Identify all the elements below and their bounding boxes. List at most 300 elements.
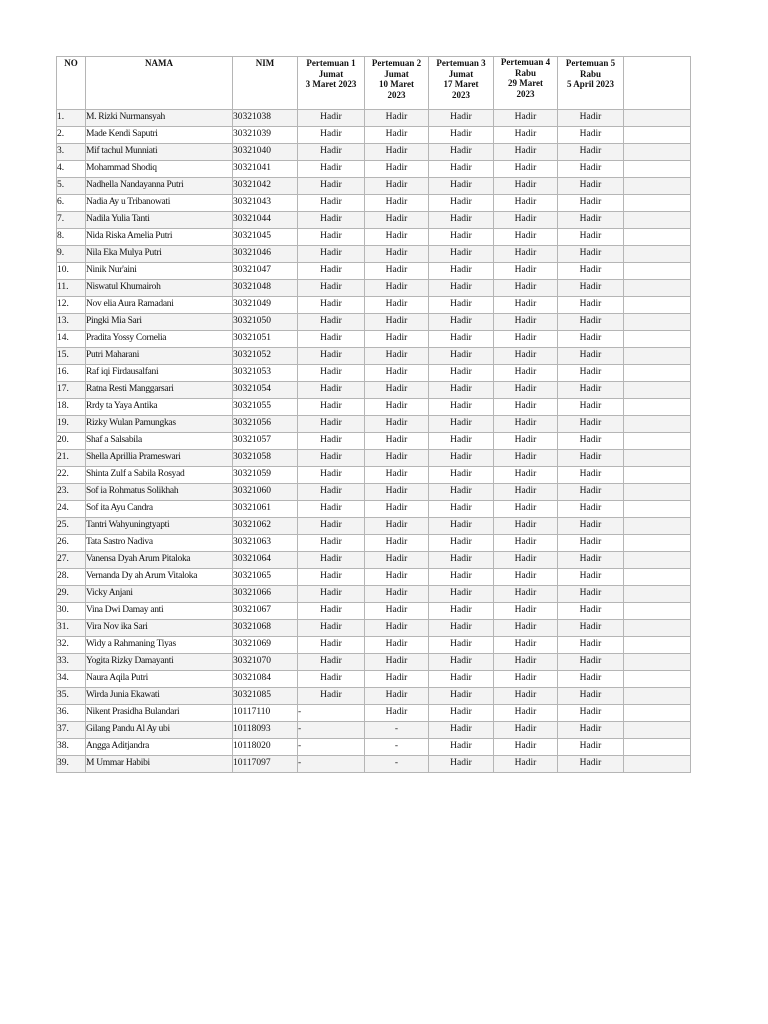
row-number: 24. [57, 501, 86, 518]
student-name: Mif tachul Munniati [86, 144, 233, 161]
attendance-meeting-2: Hadir [365, 603, 429, 620]
attendance-meeting-1: Hadir [298, 467, 365, 484]
table-row [57, 416, 691, 433]
row-number: 38. [57, 739, 86, 756]
table-row [57, 297, 691, 314]
empty-cell [624, 671, 691, 688]
attendance-meeting-1: Hadir [298, 331, 365, 348]
attendance-meeting-3: Hadir [429, 314, 494, 331]
table-row [57, 399, 691, 416]
attendance-meeting-2: Hadir [365, 161, 429, 178]
row-number: 3. [57, 144, 86, 161]
student-nim: 30321048 [233, 280, 298, 297]
table-row [57, 246, 691, 263]
table-row [57, 518, 691, 535]
empty-cell [624, 756, 691, 773]
empty-cell [624, 467, 691, 484]
attendance-meeting-2: Hadir [365, 399, 429, 416]
header-row [57, 57, 691, 110]
student-nim: 30321066 [233, 586, 298, 603]
attendance-meeting-2: Hadir [365, 416, 429, 433]
attendance-meeting-3: Hadir [429, 756, 494, 773]
attendance-meeting-5: Hadir [558, 450, 624, 467]
table-row [57, 110, 691, 127]
header-nama: NAMA [86, 57, 233, 110]
row-number: 18. [57, 399, 86, 416]
attendance-meeting-5: Hadir [558, 518, 624, 535]
attendance-meeting-4: Hadir [494, 348, 558, 365]
student-name: Vina Dwi Damay anti [86, 603, 233, 620]
attendance-meeting-3: Hadir [429, 212, 494, 229]
attendance-meeting-4: Hadir [494, 569, 558, 586]
attendance-meeting-3: Hadir [429, 705, 494, 722]
student-nim: 30321085 [233, 688, 298, 705]
attendance-meeting-3: Hadir [429, 399, 494, 416]
attendance-meeting-3: Hadir [429, 535, 494, 552]
row-number: 37. [57, 722, 86, 739]
attendance-meeting-3: Hadir [429, 263, 494, 280]
attendance-meeting-5: Hadir [558, 212, 624, 229]
row-number: 15. [57, 348, 86, 365]
student-nim: 10117097 [233, 756, 298, 773]
empty-cell [624, 501, 691, 518]
attendance-meeting-3: Hadir [429, 518, 494, 535]
attendance-meeting-2: Hadir [365, 297, 429, 314]
attendance-meeting-2: Hadir [365, 433, 429, 450]
student-nim: 30321040 [233, 144, 298, 161]
row-number: 26. [57, 535, 86, 552]
attendance-meeting-1: Hadir [298, 144, 365, 161]
empty-cell [624, 110, 691, 127]
row-number: 33. [57, 654, 86, 671]
attendance-meeting-2: Hadir [365, 467, 429, 484]
row-number: 36. [57, 705, 86, 722]
attendance-meeting-2: Hadir [365, 365, 429, 382]
attendance-meeting-4: Hadir [494, 280, 558, 297]
attendance-meeting-2: Hadir [365, 246, 429, 263]
attendance-meeting-4: Hadir [494, 195, 558, 212]
student-nim: 30321047 [233, 263, 298, 280]
student-name: Niswatul Khumairoh [86, 280, 233, 297]
empty-cell [624, 484, 691, 501]
attendance-meeting-1: Hadir [298, 637, 365, 654]
header-nim: NIM [233, 57, 298, 110]
attendance-meeting-1: Hadir [298, 348, 365, 365]
table-row [57, 756, 691, 773]
attendance-meeting-3: Hadir [429, 365, 494, 382]
attendance-meeting-5: Hadir [558, 620, 624, 637]
attendance-meeting-5: Hadir [558, 297, 624, 314]
table-row [57, 569, 691, 586]
student-name: Pradita Yossy Cornelia [86, 331, 233, 348]
empty-cell [624, 178, 691, 195]
attendance-meeting-1: Hadir [298, 450, 365, 467]
attendance-meeting-4: Hadir [494, 518, 558, 535]
empty-cell [624, 654, 691, 671]
student-nim: 30321067 [233, 603, 298, 620]
student-name: Nadila Yulia Tanti [86, 212, 233, 229]
attendance-meeting-1: Hadir [298, 569, 365, 586]
empty-cell [624, 518, 691, 535]
empty-cell [624, 195, 691, 212]
empty-cell [624, 229, 691, 246]
table-row [57, 212, 691, 229]
attendance-meeting-2: Hadir [365, 586, 429, 603]
table-row [57, 450, 691, 467]
table-row [57, 348, 691, 365]
attendance-meeting-5: Hadir [558, 246, 624, 263]
row-number: 17. [57, 382, 86, 399]
student-nim: 10118093 [233, 722, 298, 739]
table-row [57, 637, 691, 654]
attendance-meeting-4: Hadir [494, 382, 558, 399]
attendance-meeting-2: Hadir [365, 569, 429, 586]
attendance-meeting-1: Hadir [298, 110, 365, 127]
empty-cell [624, 569, 691, 586]
row-number: 25. [57, 518, 86, 535]
attendance-meeting-4: Hadir [494, 127, 558, 144]
attendance-meeting-2: Hadir [365, 671, 429, 688]
attendance-meeting-4: Hadir [494, 212, 558, 229]
attendance-meeting-3: Hadir [429, 246, 494, 263]
student-name: Vicky Anjani [86, 586, 233, 603]
attendance-meeting-1: Hadir [298, 280, 365, 297]
attendance-meeting-4: Hadir [494, 110, 558, 127]
attendance-meeting-1: Hadir [298, 195, 365, 212]
table-row [57, 161, 691, 178]
attendance-meeting-1: Hadir [298, 399, 365, 416]
table-row [57, 620, 691, 637]
student-nim: 10118020 [233, 739, 298, 756]
student-name: Putri Maharani [86, 348, 233, 365]
row-number: 32. [57, 637, 86, 654]
empty-cell [624, 297, 691, 314]
attendance-meeting-5: Hadir [558, 110, 624, 127]
row-number: 6. [57, 195, 86, 212]
attendance-meeting-5: Hadir [558, 127, 624, 144]
empty-cell [624, 552, 691, 569]
attendance-meeting-5: Hadir [558, 467, 624, 484]
attendance-meeting-2: Hadir [365, 535, 429, 552]
student-nim: 30321069 [233, 637, 298, 654]
empty-cell [624, 280, 691, 297]
attendance-meeting-1: - [298, 739, 365, 756]
row-number: 22. [57, 467, 86, 484]
row-number: 21. [57, 450, 86, 467]
student-nim: 30321039 [233, 127, 298, 144]
attendance-meeting-3: Hadir [429, 348, 494, 365]
attendance-meeting-4: Hadir [494, 501, 558, 518]
attendance-meeting-5: Hadir [558, 501, 624, 518]
attendance-meeting-4: Hadir [494, 484, 558, 501]
student-nim: 30321084 [233, 671, 298, 688]
empty-cell [624, 739, 691, 756]
empty-cell [624, 620, 691, 637]
student-nim: 30321068 [233, 620, 298, 637]
student-nim: 30321042 [233, 178, 298, 195]
attendance-meeting-5: Hadir [558, 348, 624, 365]
header-meeting-5: Pertemuan 5 Rabu 5 April 2023 [558, 57, 624, 110]
attendance-meeting-4: Hadir [494, 297, 558, 314]
row-number: 11. [57, 280, 86, 297]
attendance-meeting-1: Hadir [298, 365, 365, 382]
empty-cell [624, 450, 691, 467]
empty-cell [624, 705, 691, 722]
attendance-meeting-4: Hadir [494, 637, 558, 654]
attendance-meeting-4: Hadir [494, 178, 558, 195]
empty-cell [624, 433, 691, 450]
student-name: M. Rizki Nurmansyah [86, 110, 233, 127]
attendance-meeting-3: Hadir [429, 161, 494, 178]
student-name: Wirda Junia Ekawati [86, 688, 233, 705]
attendance-meeting-1: Hadir [298, 671, 365, 688]
student-name: Rrdy ta Yaya Antika [86, 399, 233, 416]
table-row [57, 586, 691, 603]
row-number: 16. [57, 365, 86, 382]
empty-cell [624, 331, 691, 348]
attendance-meeting-3: Hadir [429, 739, 494, 756]
attendance-meeting-1: Hadir [298, 229, 365, 246]
row-number: 19. [57, 416, 86, 433]
attendance-meeting-1: Hadir [298, 620, 365, 637]
student-nim: 30321046 [233, 246, 298, 263]
table-row [57, 552, 691, 569]
table-row [57, 263, 691, 280]
student-nim: 30321060 [233, 484, 298, 501]
table-body [57, 110, 691, 773]
table-row [57, 688, 691, 705]
attendance-meeting-1: Hadir [298, 416, 365, 433]
row-number: 20. [57, 433, 86, 450]
student-nim: 30321049 [233, 297, 298, 314]
table-row [57, 178, 691, 195]
attendance-meeting-3: Hadir [429, 467, 494, 484]
table-row [57, 603, 691, 620]
student-nim: 30321041 [233, 161, 298, 178]
attendance-meeting-5: Hadir [558, 280, 624, 297]
empty-cell [624, 722, 691, 739]
student-name: Rizky Wulan Pamungkas [86, 416, 233, 433]
attendance-meeting-2: Hadir [365, 178, 429, 195]
row-number: 28. [57, 569, 86, 586]
attendance-meeting-4: Hadir [494, 229, 558, 246]
attendance-meeting-5: Hadir [558, 314, 624, 331]
attendance-meeting-4: Hadir [494, 739, 558, 756]
attendance-meeting-3: Hadir [429, 722, 494, 739]
attendance-meeting-3: Hadir [429, 195, 494, 212]
student-nim: 30321038 [233, 110, 298, 127]
attendance-meeting-4: Hadir [494, 161, 558, 178]
attendance-meeting-1: Hadir [298, 178, 365, 195]
student-nim: 30321053 [233, 365, 298, 382]
table-row [57, 671, 691, 688]
student-name: Naura Aqila Putri [86, 671, 233, 688]
attendance-meeting-2: Hadir [365, 484, 429, 501]
empty-cell [624, 688, 691, 705]
attendance-meeting-4: Hadir [494, 246, 558, 263]
attendance-meeting-3: Hadir [429, 127, 494, 144]
attendance-meeting-2: Hadir [365, 348, 429, 365]
attendance-meeting-3: Hadir [429, 688, 494, 705]
attendance-meeting-2: Hadir [365, 110, 429, 127]
attendance-meeting-1: Hadir [298, 654, 365, 671]
table-row [57, 314, 691, 331]
attendance-meeting-5: Hadir [558, 671, 624, 688]
header-meeting-4: Pertemuan 4 Rabu 29 Maret 2023 [494, 57, 558, 110]
attendance-meeting-1: Hadir [298, 552, 365, 569]
attendance-meeting-2: Hadir [365, 314, 429, 331]
attendance-meeting-1: - [298, 705, 365, 722]
row-number: 14. [57, 331, 86, 348]
attendance-meeting-3: Hadir [429, 229, 494, 246]
student-name: Vanensa Dyah Arum Pitaloka [86, 552, 233, 569]
row-number: 12. [57, 297, 86, 314]
empty-cell [624, 382, 691, 399]
student-name: Nida Riska Amelia Putri [86, 229, 233, 246]
attendance-meeting-4: Hadir [494, 144, 558, 161]
row-number: 35. [57, 688, 86, 705]
attendance-meeting-4: Hadir [494, 399, 558, 416]
attendance-meeting-1: Hadir [298, 535, 365, 552]
student-name: Raf iqi Firdausalfani [86, 365, 233, 382]
empty-cell [624, 603, 691, 620]
row-number: 10. [57, 263, 86, 280]
header-meeting-3: Pertemuan 3 Jumat 17 Maret 2023 [429, 57, 494, 110]
attendance-meeting-2: Hadir [365, 280, 429, 297]
attendance-meeting-2: Hadir [365, 263, 429, 280]
attendance-meeting-5: Hadir [558, 161, 624, 178]
attendance-meeting-5: Hadir [558, 399, 624, 416]
attendance-meeting-5: Hadir [558, 637, 624, 654]
student-name: Yogita Rizky Damayanti [86, 654, 233, 671]
attendance-meeting-3: Hadir [429, 484, 494, 501]
attendance-meeting-1: Hadir [298, 688, 365, 705]
header-meeting-2: Pertemuan 2 Jumat 10 Maret 2023 [365, 57, 429, 110]
attendance-meeting-2: Hadir [365, 501, 429, 518]
attendance-meeting-3: Hadir [429, 603, 494, 620]
attendance-meeting-1: Hadir [298, 501, 365, 518]
student-nim: 30321057 [233, 433, 298, 450]
attendance-meeting-3: Hadir [429, 501, 494, 518]
attendance-meeting-1: - [298, 756, 365, 773]
attendance-meeting-1: Hadir [298, 603, 365, 620]
attendance-meeting-3: Hadir [429, 620, 494, 637]
student-name: Shella Aprillia Prameswari [86, 450, 233, 467]
table-row [57, 229, 691, 246]
table-row [57, 195, 691, 212]
student-name: Nila Eka Mulya Putri [86, 246, 233, 263]
table-row [57, 365, 691, 382]
student-nim: 30321054 [233, 382, 298, 399]
attendance-meeting-4: Hadir [494, 314, 558, 331]
attendance-meeting-2: Hadir [365, 212, 429, 229]
attendance-meeting-1: Hadir [298, 297, 365, 314]
attendance-meeting-4: Hadir [494, 654, 558, 671]
student-nim: 30321045 [233, 229, 298, 246]
empty-cell [624, 637, 691, 654]
attendance-meeting-5: Hadir [558, 178, 624, 195]
attendance-meeting-3: Hadir [429, 280, 494, 297]
student-name: Shaf a Salsabila [86, 433, 233, 450]
table-row [57, 280, 691, 297]
attendance-table [56, 56, 691, 773]
attendance-meeting-1: Hadir [298, 484, 365, 501]
attendance-meeting-5: Hadir [558, 739, 624, 756]
attendance-meeting-4: Hadir [494, 433, 558, 450]
header-no: NO [57, 57, 86, 110]
attendance-meeting-2: Hadir [365, 331, 429, 348]
row-number: 9. [57, 246, 86, 263]
attendance-meeting-2: Hadir [365, 382, 429, 399]
attendance-meeting-1: Hadir [298, 246, 365, 263]
empty-cell [624, 212, 691, 229]
student-name: Widy a Rahmaning Tiyas [86, 637, 233, 654]
attendance-meeting-4: Hadir [494, 467, 558, 484]
attendance-meeting-4: Hadir [494, 603, 558, 620]
table-row [57, 467, 691, 484]
attendance-meeting-2: Hadir [365, 688, 429, 705]
table-row [57, 331, 691, 348]
attendance-meeting-3: Hadir [429, 450, 494, 467]
student-nim: 30321064 [233, 552, 298, 569]
attendance-meeting-5: Hadir [558, 416, 624, 433]
student-name: Made Kendi Saputri [86, 127, 233, 144]
empty-cell [624, 161, 691, 178]
attendance-meeting-2: Hadir [365, 195, 429, 212]
row-number: 31. [57, 620, 86, 637]
attendance-meeting-4: Hadir [494, 331, 558, 348]
table-row [57, 382, 691, 399]
student-nim: 30321059 [233, 467, 298, 484]
attendance-meeting-4: Hadir [494, 552, 558, 569]
attendance-meeting-4: Hadir [494, 688, 558, 705]
attendance-meeting-3: Hadir [429, 569, 494, 586]
attendance-meeting-3: Hadir [429, 433, 494, 450]
row-number: 4. [57, 161, 86, 178]
row-number: 5. [57, 178, 86, 195]
row-number: 8. [57, 229, 86, 246]
attendance-meeting-3: Hadir [429, 671, 494, 688]
attendance-meeting-1: Hadir [298, 314, 365, 331]
attendance-meeting-4: Hadir [494, 722, 558, 739]
attendance-meeting-4: Hadir [494, 671, 558, 688]
empty-cell [624, 365, 691, 382]
attendance-meeting-3: Hadir [429, 178, 494, 195]
table-row [57, 535, 691, 552]
attendance-meeting-4: Hadir [494, 620, 558, 637]
student-nim: 30321061 [233, 501, 298, 518]
row-number: 7. [57, 212, 86, 229]
attendance-meeting-2: - [365, 756, 429, 773]
student-nim: 30321043 [233, 195, 298, 212]
attendance-meeting-5: Hadir [558, 722, 624, 739]
attendance-meeting-1: Hadir [298, 212, 365, 229]
empty-cell [624, 586, 691, 603]
attendance-meeting-3: Hadir [429, 297, 494, 314]
attendance-meeting-2: Hadir [365, 229, 429, 246]
student-name: Gilang Pandu Al Ay ubi [86, 722, 233, 739]
row-number: 2. [57, 127, 86, 144]
student-nim: 30321070 [233, 654, 298, 671]
attendance-meeting-5: Hadir [558, 229, 624, 246]
attendance-meeting-5: Hadir [558, 654, 624, 671]
table-row [57, 654, 691, 671]
student-nim: 30321044 [233, 212, 298, 229]
header-empty [624, 57, 691, 110]
table-row [57, 484, 691, 501]
table-row [57, 144, 691, 161]
student-name: Ratna Resti Manggarsari [86, 382, 233, 399]
